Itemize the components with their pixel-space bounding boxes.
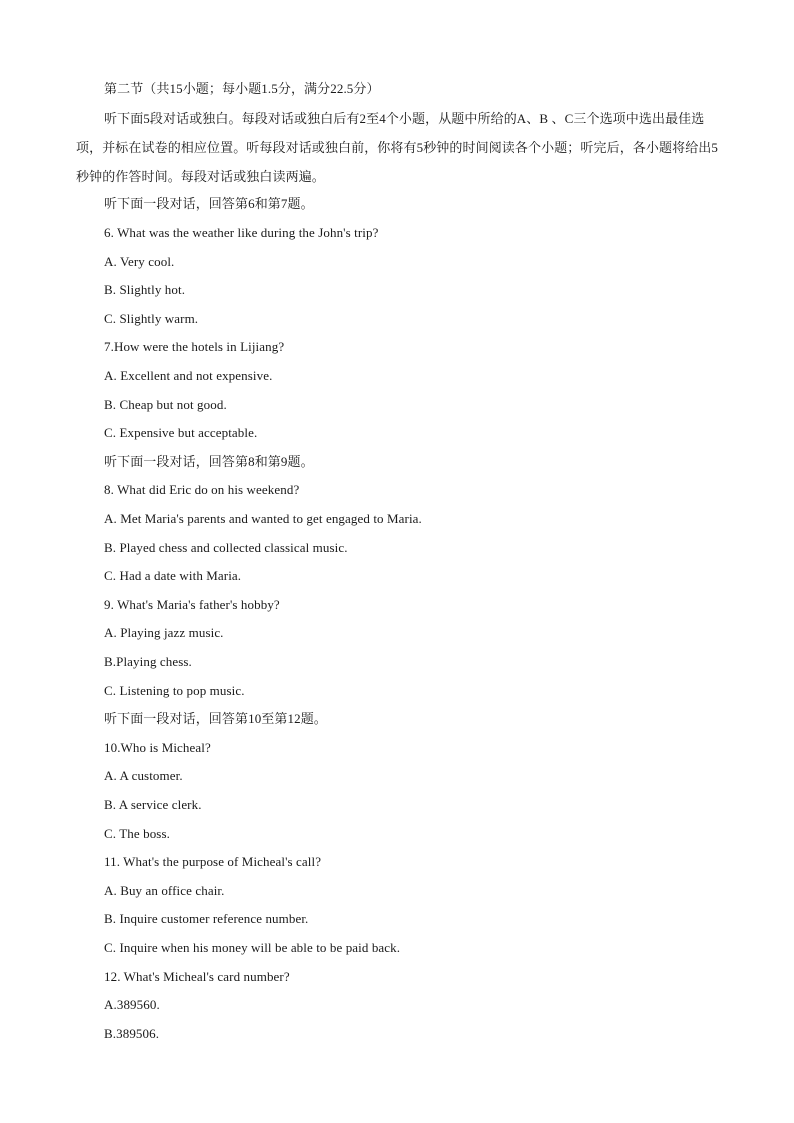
question-10-option-c: C. The boss.: [104, 826, 170, 841]
question-6-option-a: A. Very cool.: [104, 254, 175, 269]
question-8-option-c: C. Had a date with Maria.: [104, 568, 242, 583]
question-9-option-c: C. Listening to pop music.: [104, 683, 245, 698]
dialogue-prompt-1: 听下面一段对话，回答第6和第7题。: [104, 196, 314, 211]
question-12-option-a: A.389560.: [104, 997, 160, 1012]
question-11: 11. What's the purpose of Micheal's call?: [104, 854, 322, 869]
question-9-option-a: A. Playing jazz music.: [104, 625, 224, 640]
section-header: 第二节（共15小题；每小题1.5分，满分22.5分）: [104, 81, 380, 96]
question-8-option-a: A. Met Maria's parents and wanted to get engaged to Maria.: [104, 511, 422, 526]
question-11-option-c: C. Inquire when his money will be able to be paid back.: [104, 940, 401, 955]
question-8-option-b: B. Played chess and collected classical music.: [104, 540, 348, 555]
question-12-option-b: B.389506.: [104, 1026, 160, 1041]
dialogue-prompt-3: 听下面一段对话，回答第10至第12题。: [104, 711, 327, 726]
question-6-option-b: B. Slightly hot.: [104, 282, 186, 297]
question-8: 8. What did Eric do on his weekend?: [104, 482, 300, 497]
question-7-option-a: A. Excellent and not expensive.: [104, 368, 273, 383]
question-6-option-c: C. Slightly warm.: [104, 311, 199, 326]
instructions-paragraph: 听下面5段对话或独白。每段对话或独白后有2至4个小题，从题中所给的A、B 、C三个选项中选出最佳选项，并标在试卷的相应位置。听每段对话或独白前，你将有5秒钟的时间阅读各个小题；听完后，各小题将给出5秒钟的作答时间。每段对话或独白读两遍。: [76, 111, 719, 184]
question-7-option-b: B. Cheap but not good.: [104, 397, 227, 412]
question-7-option-c: C. Expensive but acceptable.: [104, 425, 258, 440]
question-12: 12. What's Micheal's card number?: [104, 969, 290, 984]
dialogue-prompt-2: 听下面一段对话，回答第8和第9题。: [104, 454, 314, 469]
question-6: 6. What was the weather like during the John's trip?: [104, 225, 379, 240]
question-9: 9. What's Maria's father's hobby?: [104, 597, 280, 612]
question-9-option-b: B.Playing chess.: [104, 654, 192, 669]
question-10-option-a: A. A customer.: [104, 768, 183, 783]
question-11-option-a: A. Buy an office chair.: [104, 883, 225, 898]
question-10: 10.Who is Micheal?: [104, 740, 211, 755]
question-7: 7.How were the hotels in Lijiang?: [104, 339, 285, 354]
question-10-option-b: B. A service clerk.: [104, 797, 202, 812]
question-11-option-b: B. Inquire customer reference number.: [104, 911, 309, 926]
